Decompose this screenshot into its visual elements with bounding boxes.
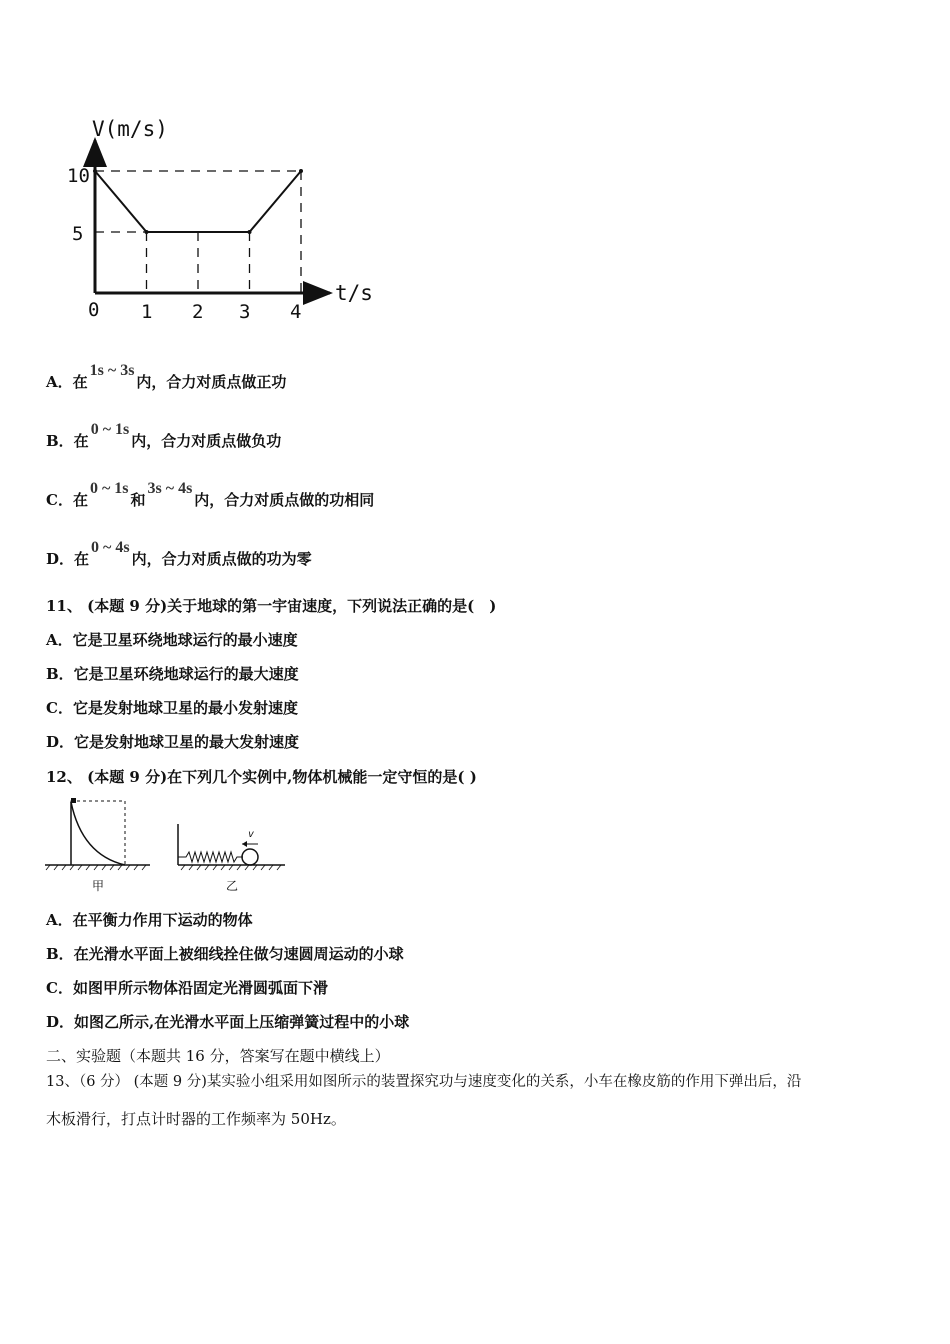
velocity-symbol: v xyxy=(248,829,255,840)
q12-option-b: B．在光滑水平面上被细线拴住做匀速圆周运动的小球 xyxy=(46,945,404,963)
figure-jia xyxy=(45,798,150,893)
math-interval: 0 ~ 4s xyxy=(91,539,130,556)
q13-line-1: 13、（6 分） (本题 9 分)某实验小组采用如图所示的装置探究功与速度变化的关系，小车在橡皮筋的作用下弹出后，沿 xyxy=(46,1074,802,1090)
math-interval: 1s ~ 3s xyxy=(89,362,135,379)
q11-option-d: D．它是发射地球卫星的最大发射速度 xyxy=(46,733,300,751)
data-point xyxy=(145,230,149,234)
q11-option-a: A．它是卫星环绕地球运行的最小速度 xyxy=(46,631,298,649)
q10-option-d: D．在0 ~ 4s内，合力对质点做的功为零 xyxy=(46,539,312,568)
q11-stem: 11、 (本题 9 分)关于地球的第一宇宙速度，下列说法正确的是( ) xyxy=(46,597,497,615)
q12-stem: 12、 (本题 9 分)在下列几个实例中,物体机械能一定守恒的是( ) xyxy=(46,768,477,786)
figure-yi xyxy=(178,824,285,893)
data-point xyxy=(93,169,97,173)
label-yi: 乙 xyxy=(226,879,239,893)
label-jia: 甲 xyxy=(92,879,105,893)
x-tick-1: 1 xyxy=(141,301,153,323)
spring xyxy=(178,852,243,862)
q12-option-c: C．如图甲所示物体沿固定光滑圆弧面下滑 xyxy=(46,979,328,997)
q10-option-b: B．在0 ~ 1s内，合力对质点做负功 xyxy=(46,421,282,450)
q12-option-a: A．在平衡力作用下运动的物体 xyxy=(46,911,253,929)
math-interval: 3s ~ 4s xyxy=(147,480,193,497)
ball xyxy=(242,849,258,865)
q12-figures xyxy=(40,795,290,895)
q12-option-d: D．如图乙所示,在光滑水平面上压缩弹簧过程中的小球 xyxy=(46,1013,410,1031)
section-heading: 二、实验题（本题共 16 分，答案写在题中横线上） xyxy=(46,1047,390,1065)
velocity-time-graph xyxy=(60,110,390,330)
x-tick-4: 4 xyxy=(290,301,302,323)
q13-line-2: 木板滑行，打点计时器的工作频率为 50Hz。 xyxy=(46,1110,346,1128)
data-point xyxy=(248,230,252,234)
q11-option-c: C．它是发射地球卫星的最小发射速度 xyxy=(46,699,298,717)
q10-option-a: A．在1s ~ 3s内，合力对质点做正功 xyxy=(46,362,287,391)
y-tick-10: 10 xyxy=(67,165,90,187)
y-tick-5: 5 xyxy=(72,223,84,245)
math-interval: 0 ~ 1s xyxy=(89,480,129,497)
x-tick-2: 2 xyxy=(192,301,204,323)
y-axis-label: V(m/s) xyxy=(92,117,168,141)
data-point xyxy=(299,169,303,173)
q10-option-c: C．在0 ~ 1s和3s ~ 4s内，合力对质点做的功相同 xyxy=(46,480,375,509)
q11-option-b: B．它是卫星环绕地球运行的最大速度 xyxy=(46,665,299,683)
math-interval: 0 ~ 1s xyxy=(90,421,130,438)
origin-label: 0 xyxy=(88,299,100,321)
x-axis-label: t/s xyxy=(335,281,373,305)
x-tick-3: 3 xyxy=(239,301,251,323)
velocity-line xyxy=(95,171,301,232)
